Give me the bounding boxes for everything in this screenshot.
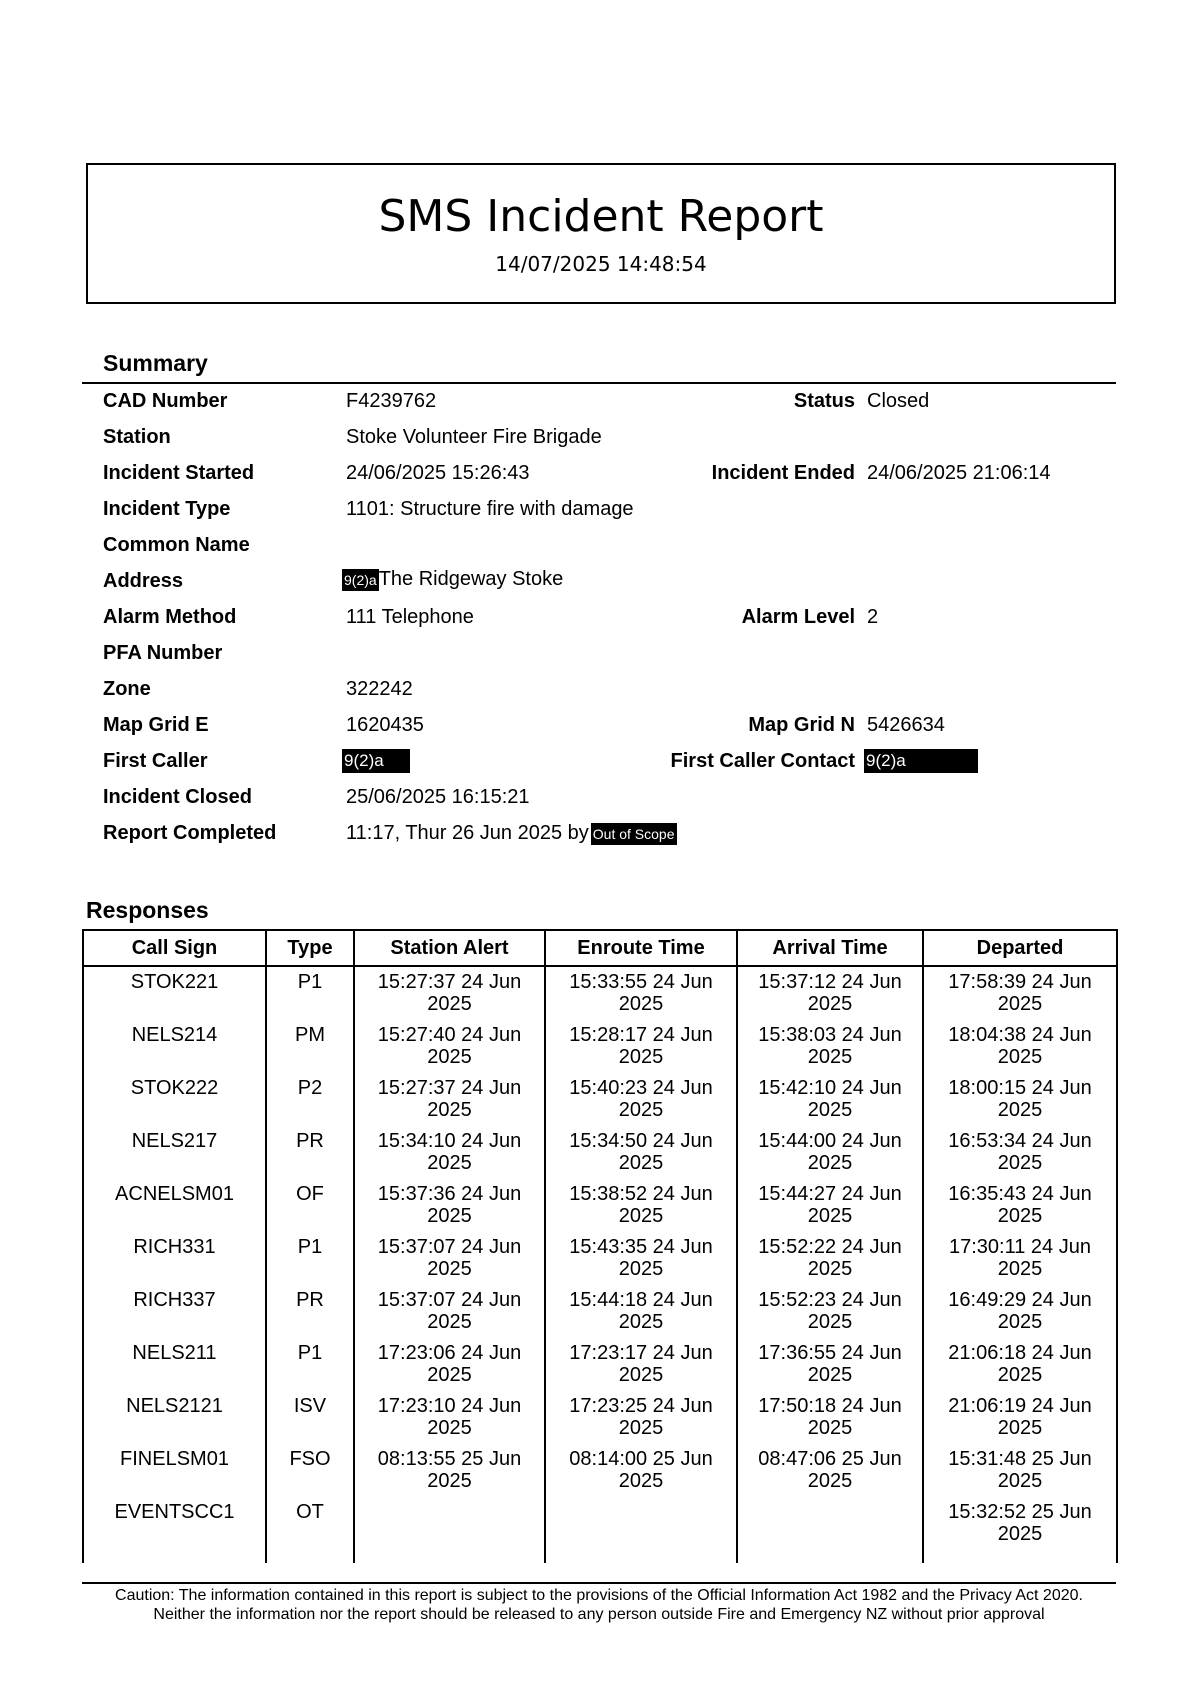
enroute-time-cell: [545, 1501, 737, 1563]
call-sign-cell: NELS2121: [83, 1395, 266, 1448]
summary-heading: Summary: [103, 350, 208, 376]
responses-heading: Responses: [86, 897, 209, 923]
call-sign-cell: NELS214: [83, 1024, 266, 1077]
year-line: 2025: [997, 1258, 1043, 1280]
type-cell: P2: [266, 1077, 354, 1130]
station-alert-cell: [354, 1448, 545, 1501]
year-line: 2025: [427, 993, 472, 1015]
cad-number-label: CAD Number: [103, 390, 228, 412]
year-line: 2025: [807, 1417, 853, 1439]
time-line: 15:37:07 24 Jun: [377, 1289, 522, 1311]
first-caller-contact-redaction: 9(2)a: [864, 749, 978, 773]
year-line: 2025: [427, 1152, 472, 1174]
map-grid-e-value: 1620435: [346, 714, 424, 736]
call-sign-cell: FINELSM01: [83, 1448, 266, 1501]
column-header-type: Type: [266, 930, 354, 966]
enroute-time-cell: [545, 1289, 737, 1342]
departed-cell: [923, 1289, 1117, 1342]
incident-ended-label: Incident Ended: [711, 462, 855, 484]
year-line: 2025: [618, 1311, 664, 1333]
time-line: 17:23:17 24 Jun: [569, 1342, 713, 1364]
year-line: 2025: [618, 1258, 664, 1280]
time-line: 15:31:48 25 Jun: [948, 1448, 1092, 1470]
year-line: 2025: [807, 1152, 853, 1174]
year-line: 2025: [997, 1311, 1043, 1333]
time-line: 15:38:03 24 Jun: [758, 1024, 902, 1046]
time-line: 15:37:07 24 Jun: [377, 1236, 522, 1258]
type-cell: PR: [266, 1289, 354, 1342]
address-value: [342, 568, 563, 591]
time-line: 15:27:37 24 Jun: [377, 1077, 522, 1099]
station-alert-cell: [354, 1342, 545, 1395]
column-header-call-sign: Call Sign: [83, 930, 266, 966]
type-cell: PM: [266, 1024, 354, 1077]
cad-number-value: F4239762: [346, 390, 437, 412]
response-row: [83, 1130, 1117, 1183]
report-completed-value: [346, 822, 677, 845]
departed-cell: [923, 966, 1117, 1024]
time-line: 15:34:10 24 Jun: [377, 1130, 522, 1152]
address-redaction: 9(2)a: [342, 569, 379, 591]
departed-cell: [923, 1501, 1117, 1563]
map-grid-n-value: 5426634: [867, 714, 945, 736]
response-row: [83, 1024, 1117, 1077]
time-line: 17:23:10 24 Jun: [377, 1395, 522, 1417]
type-cell: P1: [266, 1236, 354, 1289]
map-grid-n-label: Map Grid N: [748, 714, 855, 736]
year-line: 2025: [997, 1046, 1043, 1068]
arrival-time-cell: [737, 1448, 923, 1501]
arrival-time-cell: [737, 1077, 923, 1130]
arrival-time-cell: [737, 1183, 923, 1236]
time-line: 17:30:11 24 Jun: [949, 1236, 1091, 1258]
time-line: 15:52:23 24 Jun: [758, 1289, 902, 1311]
report-completed-redaction: Out of Scope: [591, 823, 677, 845]
column-header-departed: Departed: [923, 930, 1117, 966]
station-alert-cell: [354, 1130, 545, 1183]
map-grid-e-label: Map Grid E: [103, 714, 209, 736]
departed-cell: [923, 1183, 1117, 1236]
station-alert-cell: [354, 1236, 545, 1289]
time-line: 16:35:43 24 Jun: [948, 1183, 1092, 1205]
response-row: [83, 1448, 1117, 1501]
time-line: 15:44:18 24 Jun: [569, 1289, 713, 1311]
time-line: 17:23:06 24 Jun: [377, 1342, 522, 1364]
arrival-time-cell: [737, 1395, 923, 1448]
time-line: 15:27:37 24 Jun: [377, 971, 522, 993]
common-name-label: Common Name: [103, 534, 250, 556]
time-line: 15:32:52 25 Jun: [948, 1501, 1092, 1523]
report-completed-text: 11:17, Thur 26 Jun 2025 by: [346, 822, 589, 844]
call-sign-cell: NELS211: [83, 1342, 266, 1395]
enroute-time-cell: [545, 1395, 737, 1448]
year-line: 2025: [807, 1205, 853, 1227]
alarm-method-value: 111 Telephone: [346, 606, 474, 628]
arrival-time-cell: [737, 1024, 923, 1077]
year-line: 2025: [427, 1258, 472, 1280]
departed-cell: [923, 1395, 1117, 1448]
enroute-time-cell: [545, 1342, 737, 1395]
response-row: [83, 1077, 1117, 1130]
station-alert-cell: [354, 1183, 545, 1236]
time-line: 15:42:10 24 Jun: [758, 1077, 902, 1099]
time-line: 15:37:36 24 Jun: [377, 1183, 522, 1205]
station-alert-cell: [354, 1077, 545, 1130]
year-line: 2025: [618, 1152, 664, 1174]
year-line: 2025: [997, 1523, 1043, 1545]
station-alert-cell: [354, 1501, 545, 1563]
enroute-time-cell: [545, 1077, 737, 1130]
year-line: 2025: [618, 1099, 664, 1121]
year-line: 2025: [807, 1311, 853, 1333]
year-line: 2025: [427, 1417, 472, 1439]
alarm-level-value: 2: [867, 606, 879, 628]
year-line: 2025: [618, 1470, 664, 1492]
year-line: 2025: [427, 1099, 472, 1121]
responses-table: [82, 929, 1118, 1563]
enroute-time-cell: [545, 1448, 737, 1501]
departed-cell: [923, 1130, 1117, 1183]
station-label: Station: [103, 426, 171, 448]
year-line: 2025: [618, 1364, 664, 1386]
caution-line-1: Caution: The information contained in this report is subject to the provisions of the Official Information Act 1982 and the Privacy Act 2020.: [115, 1587, 1083, 1604]
time-line: 08:14:00 25 Jun: [569, 1448, 713, 1470]
call-sign-cell: RICH331: [83, 1236, 266, 1289]
column-header-arrival-time: Arrival Time: [737, 930, 923, 966]
station-alert-cell: [354, 1289, 545, 1342]
call-sign-cell: EVENTSCC1: [83, 1501, 266, 1563]
response-row: [83, 1236, 1117, 1289]
enroute-time-cell: [545, 1024, 737, 1077]
first-caller-value: [342, 749, 410, 773]
response-row: [83, 966, 1117, 1024]
report-header: [86, 163, 1116, 304]
year-line: 2025: [807, 1099, 853, 1121]
responses-header-row: [83, 930, 1117, 966]
time-line: 16:49:29 24 Jun: [948, 1289, 1092, 1311]
response-row: [83, 1395, 1117, 1448]
year-line: 2025: [618, 1417, 664, 1439]
year-line: [355, 1523, 544, 1545]
time-line: 15:27:40 24 Jun: [377, 1024, 522, 1046]
response-row: [83, 1342, 1117, 1395]
time-line: 08:13:55 25 Jun: [377, 1448, 522, 1470]
incident-type-value: 1101: Structure fire with damage: [346, 498, 634, 520]
first-caller-contact-label: First Caller Contact: [670, 750, 855, 772]
time-line: 18:00:15 24 Jun: [948, 1077, 1092, 1099]
response-row: [83, 1289, 1117, 1342]
type-cell: P1: [266, 966, 354, 1024]
enroute-time-cell: [545, 1183, 737, 1236]
incident-ended-value: 24/06/2025 21:06:14: [867, 462, 1051, 484]
type-cell: OF: [266, 1183, 354, 1236]
year-line: 2025: [997, 1470, 1043, 1492]
incident-closed-label: Incident Closed: [103, 786, 252, 808]
time-line: 17:36:55 24 Jun: [758, 1342, 902, 1364]
arrival-time-cell: [737, 1289, 923, 1342]
year-line: 2025: [427, 1311, 472, 1333]
year-line: 2025: [427, 1364, 472, 1386]
departed-cell: [923, 1448, 1117, 1501]
zone-value: 322242: [346, 678, 413, 700]
year-line: [546, 1523, 736, 1545]
time-line: 15:38:52 24 Jun: [569, 1183, 713, 1205]
departed-cell: [923, 1342, 1117, 1395]
time-line: 15:43:35 24 Jun: [569, 1236, 713, 1258]
type-cell: P1: [266, 1342, 354, 1395]
time-line: [546, 1501, 736, 1523]
arrival-time-cell: [737, 1501, 923, 1563]
station-alert-cell: [354, 1395, 545, 1448]
year-line: 2025: [997, 1364, 1043, 1386]
year-line: 2025: [997, 1417, 1043, 1439]
report-title: SMS Incident Report: [378, 191, 824, 242]
incident-type-label: Incident Type: [103, 498, 231, 520]
address-text: The Ridgeway Stoke: [378, 568, 564, 590]
station-alert-cell: [354, 1024, 545, 1077]
alarm-method-label: Alarm Method: [103, 606, 237, 628]
incident-started-value: 24/06/2025 15:26:43: [346, 462, 530, 484]
time-line: 17:23:25 24 Jun: [569, 1395, 713, 1417]
response-row: [83, 1501, 1117, 1563]
column-header-station-alert: Station Alert: [354, 930, 545, 966]
time-line: 15:37:12 24 Jun: [758, 971, 902, 993]
enroute-time-cell: [545, 966, 737, 1024]
time-line: 15:52:22 24 Jun: [758, 1236, 902, 1258]
year-line: 2025: [807, 1258, 853, 1280]
pfa-number-label: PFA Number: [103, 642, 223, 664]
year-line: 2025: [807, 993, 853, 1015]
year-line: 2025: [618, 1046, 664, 1068]
departed-cell: [923, 1024, 1117, 1077]
year-line: 2025: [427, 1046, 472, 1068]
year-line: 2025: [618, 1205, 664, 1227]
caution-line-2: Neither the information nor the report should be released to any person outside Fire and Emergency NZ without prior approval: [153, 1606, 1045, 1623]
enroute-time-cell: [545, 1236, 737, 1289]
year-line: 2025: [997, 993, 1043, 1015]
caution-footer: [82, 1586, 1116, 1624]
year-line: 2025: [997, 1205, 1043, 1227]
call-sign-cell: STOK222: [83, 1077, 266, 1130]
year-line: 2025: [997, 1152, 1043, 1174]
first-caller-redaction: 9(2)a: [342, 749, 410, 773]
incident-started-label: Incident Started: [103, 462, 255, 484]
departed-cell: [923, 1236, 1117, 1289]
report-completed-label: Report Completed: [103, 822, 277, 844]
call-sign-cell: ACNELSM01: [83, 1183, 266, 1236]
incident-closed-value: 25/06/2025 16:15:21: [346, 786, 530, 808]
year-line: 2025: [807, 1046, 853, 1068]
report-generated-timestamp: 14/07/2025 14:48:54: [495, 252, 707, 276]
arrival-time-cell: [737, 1342, 923, 1395]
time-line: 21:06:19 24 Jun: [948, 1395, 1092, 1417]
time-line: 18:04:38 24 Jun: [948, 1024, 1092, 1046]
year-line: 2025: [618, 993, 664, 1015]
type-cell: OT: [266, 1501, 354, 1563]
first-caller-contact-value: [864, 749, 978, 773]
time-line: 21:06:18 24 Jun: [948, 1342, 1092, 1364]
year-line: 2025: [807, 1470, 853, 1492]
station-alert-cell: [354, 966, 545, 1024]
time-line: 17:50:18 24 Jun: [758, 1395, 902, 1417]
summary-divider: [82, 382, 1116, 384]
time-line: 08:47:06 25 Jun: [758, 1448, 902, 1470]
station-value: Stoke Volunteer Fire Brigade: [346, 426, 602, 448]
arrival-time-cell: [737, 1130, 923, 1183]
year-line: 2025: [807, 1364, 853, 1386]
time-line: [355, 1501, 544, 1523]
first-caller-label: First Caller: [103, 750, 208, 772]
time-line: 15:28:17 24 Jun: [569, 1024, 713, 1046]
footer-divider: [82, 1582, 1116, 1584]
time-line: 15:44:00 24 Jun: [758, 1130, 902, 1152]
time-line: 17:58:39 24 Jun: [948, 971, 1092, 993]
departed-cell: [923, 1077, 1117, 1130]
time-line: 15:44:27 24 Jun: [758, 1183, 902, 1205]
address-label: Address: [103, 570, 184, 592]
year-line: 2025: [997, 1099, 1043, 1121]
status-label: Status: [793, 390, 855, 412]
alarm-level-label: Alarm Level: [741, 606, 855, 628]
year-line: 2025: [427, 1205, 472, 1227]
year-line: 2025: [427, 1470, 472, 1492]
arrival-time-cell: [737, 1236, 923, 1289]
type-cell: ISV: [266, 1395, 354, 1448]
time-line: 15:40:23 24 Jun: [569, 1077, 713, 1099]
column-header-enroute-time: Enroute Time: [545, 930, 737, 966]
time-line: 15:33:55 24 Jun: [569, 971, 713, 993]
zone-label: Zone: [103, 678, 151, 700]
status-value: Closed: [867, 390, 930, 412]
time-line: 15:34:50 24 Jun: [569, 1130, 713, 1152]
arrival-time-cell: [737, 966, 923, 1024]
call-sign-cell: RICH337: [83, 1289, 266, 1342]
time-line: [738, 1501, 922, 1523]
call-sign-cell: STOK221: [83, 966, 266, 1024]
type-cell: PR: [266, 1130, 354, 1183]
response-row: [83, 1183, 1117, 1236]
time-line: 16:53:34 24 Jun: [948, 1130, 1092, 1152]
enroute-time-cell: [545, 1130, 737, 1183]
year-line: [738, 1523, 922, 1545]
call-sign-cell: NELS217: [83, 1130, 266, 1183]
type-cell: FSO: [266, 1448, 354, 1501]
